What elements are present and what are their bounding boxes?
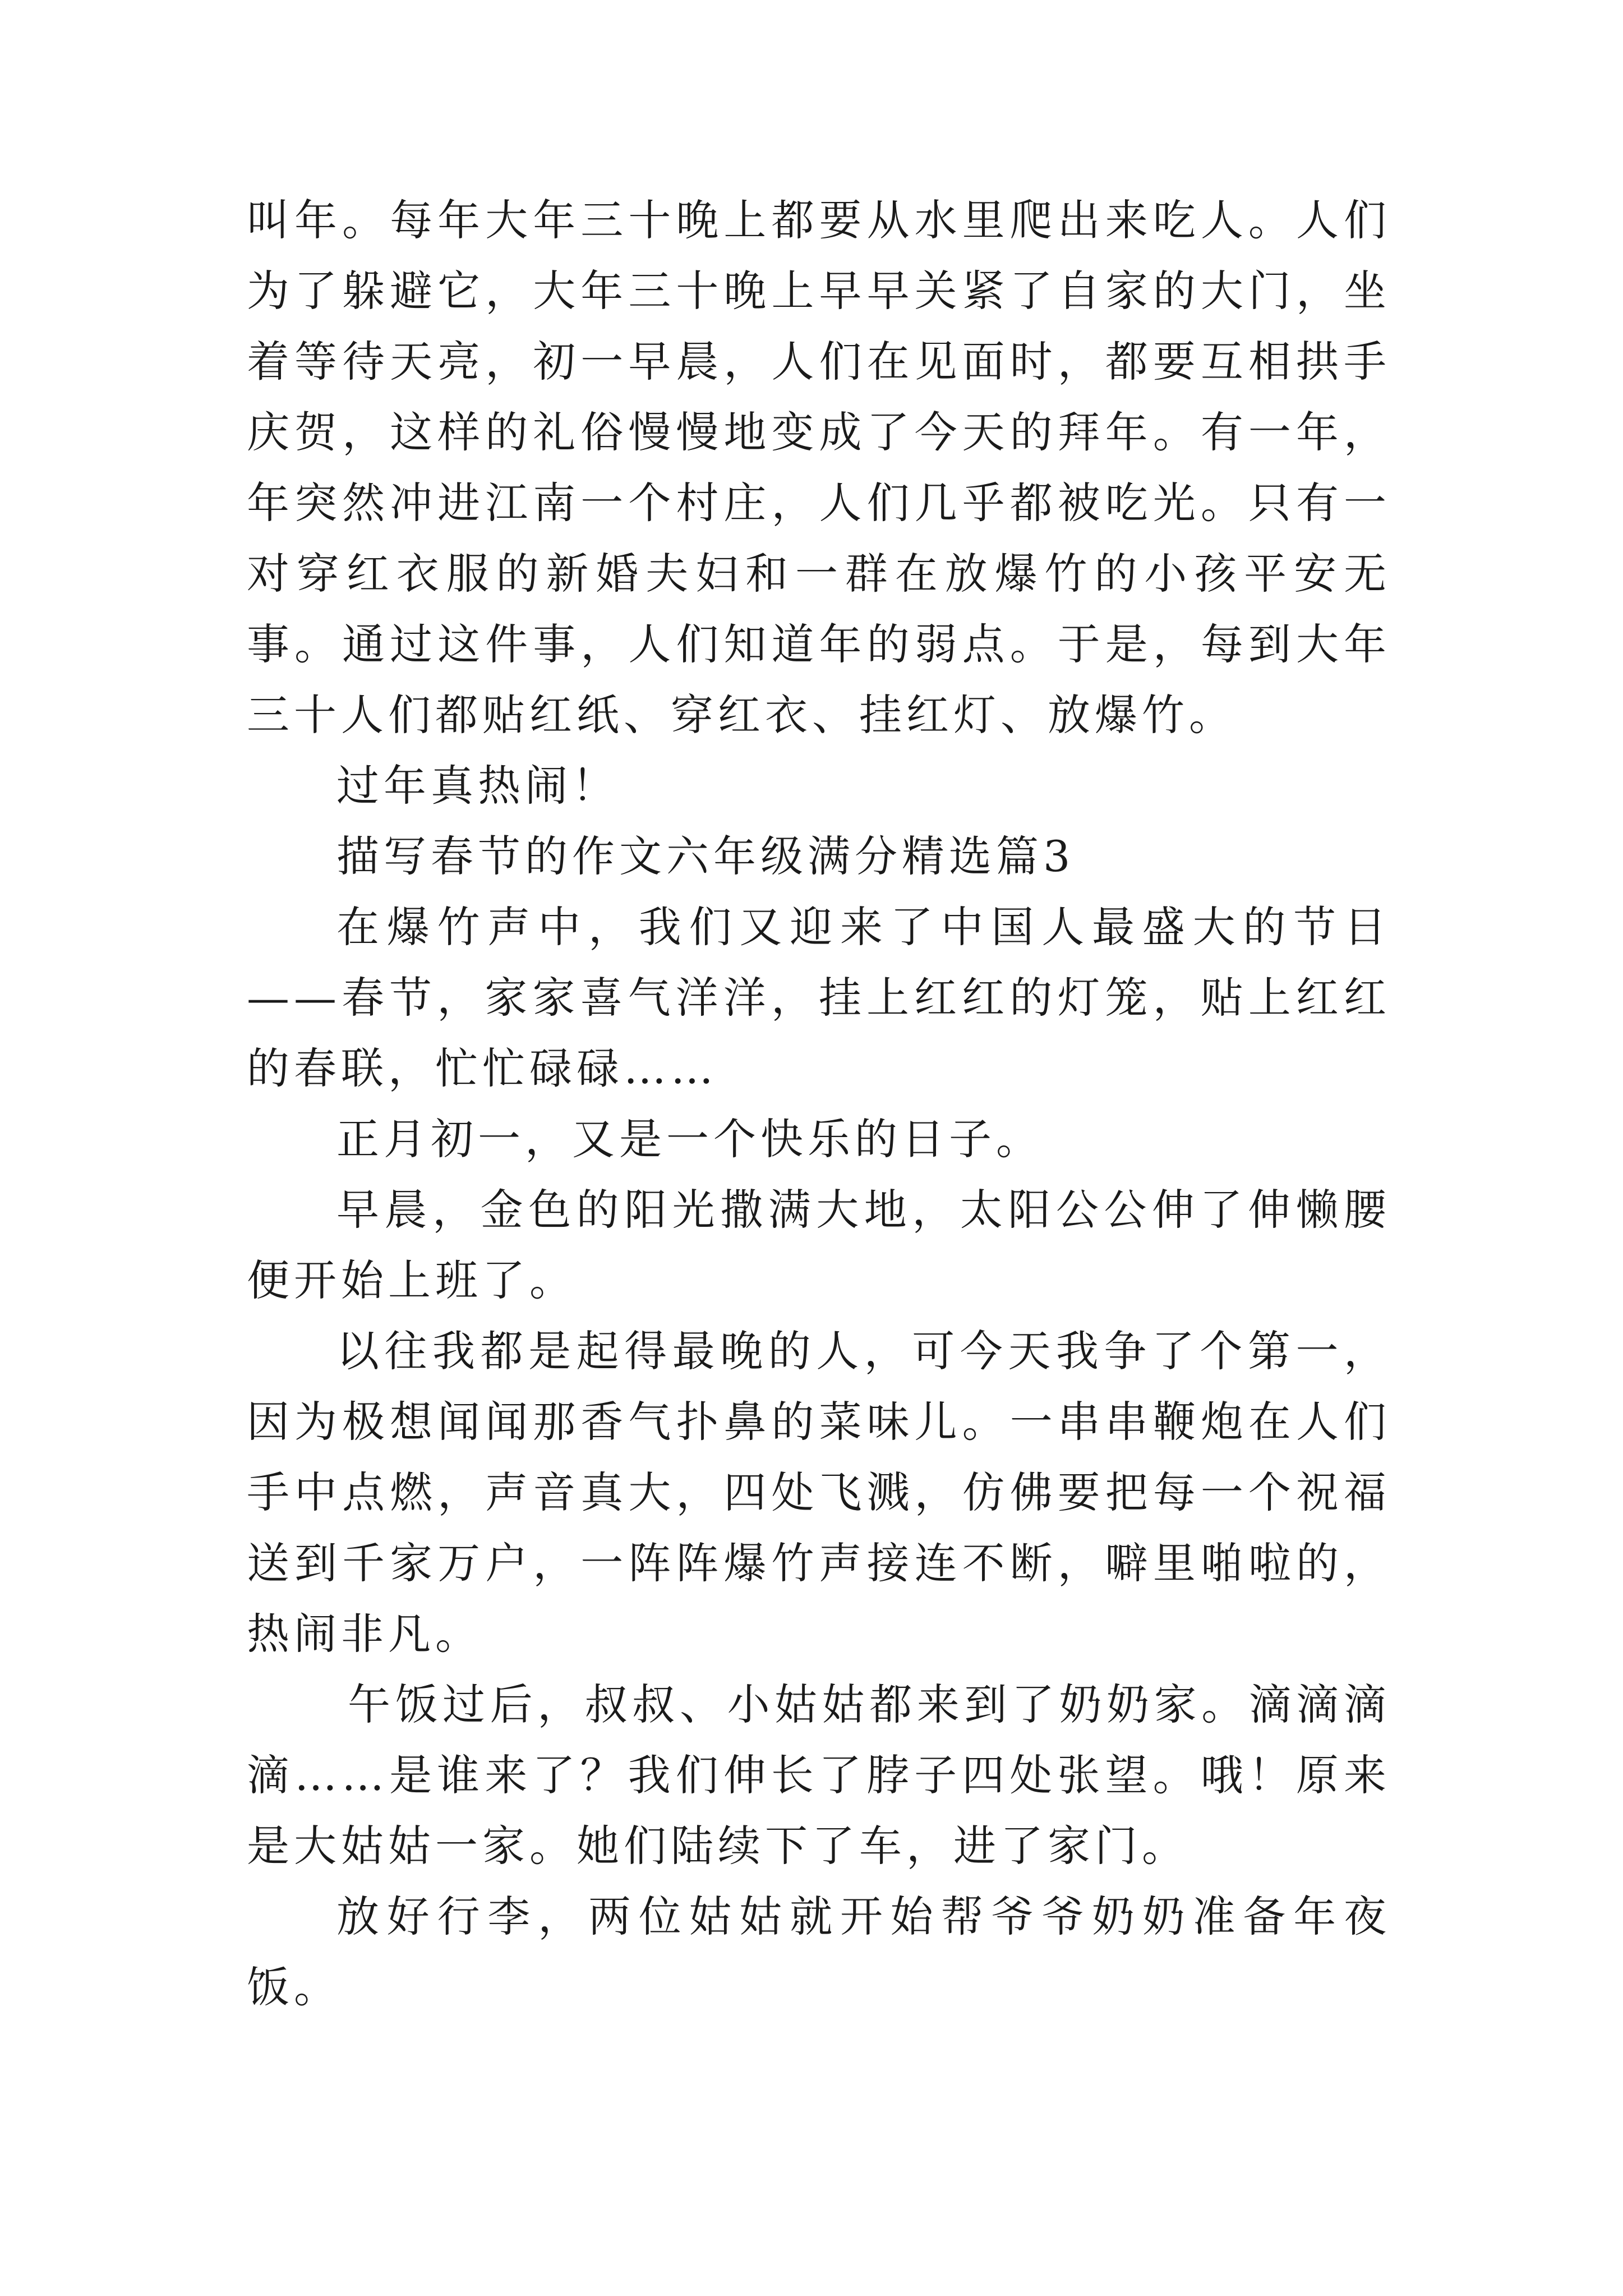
paragraph-morning: 早晨，金色的阳光撒满大地，太阳公公伸了伸懒腰便开始上班了。 bbox=[247, 1185, 1391, 1305]
paragraph-waking-early: 以往我都是起得最晚的人，可今天我争了个第一，因为极想闻闻那香气扑鼻的菜味儿。一串串鞭炮在人们手中点燃，声音真大，四处飞溅，仿佛要把每一个祝福送到千家万户，一阵阵爆竹声接连不断，噼里啪啦的，热闹非凡。 bbox=[247, 1326, 1391, 1659]
document-body bbox=[247, 185, 1391, 2023]
paragraph-firecrackers: 在爆竹声中，我们又迎来了中国人最盛大的节日——春节，家家喜气洋洋，挂上红红的灯笼，贴上红红的春联，忙忙碌碌…… bbox=[247, 902, 1391, 1093]
paragraph-new-year-day: 正月初一，又是一个快乐的日子。 bbox=[336, 1114, 1043, 1164]
paragraph-exclamation: 过年真热闹！ bbox=[336, 761, 619, 811]
paragraph-legend-continuation: 叫年。每年大年三十晚上都要从水里爬出来吃人。人们为了躲避它，大年三十晚上早早关紧了自家的大门，坐着等待天亮，初一早晨，人们在见面时，都要互相拱手庆贺，这样的礼俗慢慢地变成了今天的拜年。有一年，年突然冲进江南一个村庄，人们几乎都被吃光。只有一对穿红衣服的新婚夫妇和一群在放爆竹的小孩平安无事。通过这件事，人们知道年的弱点。于是，每到大年三十人们都贴红纸、穿红衣、挂红灯、放爆竹。 bbox=[247, 195, 1391, 740]
paragraph-after-lunch: 午饭过后，叔叔、小姑姑都来到了奶奶家。滴滴滴滴……是谁来了？我们伸长了脖子四处张望。哦！原来是大姑姑一家。她们陆续下了车，进了家门。 bbox=[247, 1680, 1391, 1871]
paragraph-preparing-dinner: 放好行李，两位姑姑就开始帮爷爷奶奶准备年夜饭。 bbox=[247, 1892, 1391, 2012]
section-heading: 描写春节的作文六年级满分精选篇3 bbox=[336, 831, 1075, 881]
